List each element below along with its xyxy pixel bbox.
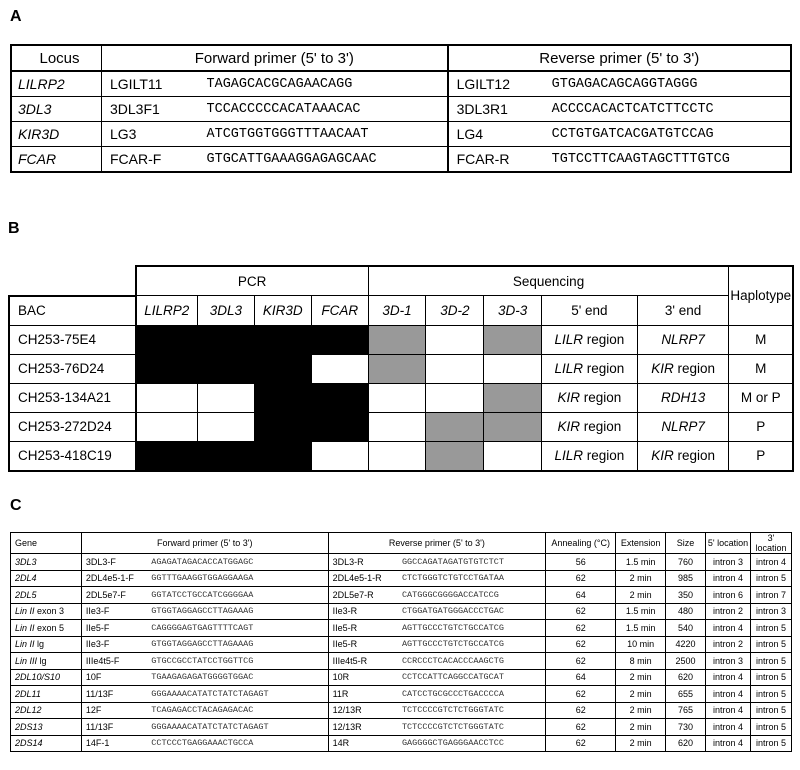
table-row: [11, 669, 792, 686]
annealing-temp: 62: [546, 636, 616, 653]
haplotype-cell: M: [729, 354, 793, 383]
pcr-result-fcar-black: [311, 412, 368, 441]
table-row: [11, 702, 792, 719]
product-size: 4220: [666, 636, 706, 653]
forward-primer-sequence: GTGGTAGGAGCCTTAGAAAG: [147, 603, 328, 620]
five-prime-end-gene: LILR: [554, 332, 583, 347]
reverse-primer-sequence: CCRCCCTCACACCCAAGCTG: [398, 653, 546, 670]
reverse-primer-name: IIIe4t5-R: [328, 653, 398, 670]
gene-name: 2DS13: [15, 721, 43, 732]
reverse-primer-sequence: CCTCCATTCAGGCCATGCAT: [398, 669, 546, 686]
three-prime-end: [637, 383, 729, 412]
reverse-primer-name: IIe5-R: [328, 636, 398, 653]
reverse-primer-sequence: CATGGGCGGGGACCATCCG: [398, 587, 546, 604]
reverse-primer-sequence: AGTTGCCCTGTCTGCCATCG: [398, 636, 546, 653]
reverse-primer-sequence: TCTCCCCGTCTCTGGGTATC: [398, 702, 546, 719]
table-row: [11, 122, 791, 147]
3-location-header: 3' location: [750, 533, 791, 554]
gene-name: Lin II: [15, 622, 35, 633]
reverse-primer-sequence: CTGGATGATGGGACCCTGAC: [398, 603, 546, 620]
lilrp2-header: LILRP2: [136, 296, 198, 326]
bac-header: BAC: [9, 296, 136, 326]
forward-primer-name: 11/13F: [81, 686, 147, 703]
table-row: [11, 587, 792, 604]
three-prime-end-gene: NLRP7: [661, 419, 705, 434]
sequencing-result-3d-3-white: [484, 354, 542, 383]
five-prime-location: intron 4: [706, 702, 751, 719]
pcr-result-3dl3-white: [198, 412, 255, 441]
bac-row: [9, 325, 793, 354]
forward-primer-sequence: GTGGTAGGAGCCTTAGAAAG: [147, 636, 328, 653]
reverse-primer-sequence: GAGGGGCTGAGGGAACCTCC: [398, 735, 546, 752]
locus-cell: FCAR: [11, 147, 102, 173]
extension-time: 1.5 min: [616, 603, 666, 620]
haplotype-cell: P: [729, 441, 793, 471]
forward-primer-header: Forward primer (5' to 3'): [102, 45, 448, 71]
gene-suffix: lg: [37, 655, 47, 666]
reverse-primer-sequence: AGTTGCCCTGTCTGCCATCG: [398, 620, 546, 637]
reverse-primer-name: 3DL3R1: [448, 97, 544, 122]
reverse-primer-name: 14R: [328, 735, 398, 752]
annealing-temp: 64: [546, 587, 616, 604]
sequencing-result-3d-1-white: [368, 441, 426, 471]
panel-a-label: A: [10, 8, 22, 25]
product-size: 655: [666, 686, 706, 703]
five-prime-end-suffix: region: [583, 361, 625, 376]
pcr-result-lilrp2-black: [136, 441, 198, 471]
five-prime-end: [542, 383, 638, 412]
bac-name: CH253-272D24: [9, 412, 136, 441]
extension-header: Extension: [616, 533, 666, 554]
haplotype-header: Haplotype: [729, 266, 793, 325]
forward-primer-name: 11/13F: [81, 719, 147, 736]
extension-time: 2 min: [616, 587, 666, 604]
gene-cell: [11, 620, 82, 637]
table-row: [11, 71, 791, 97]
gene-name: Lin II: [15, 606, 35, 617]
panel-b-label: B: [8, 220, 20, 237]
three-prime-end: [637, 412, 729, 441]
bac-name: CH253-75E4: [9, 325, 136, 354]
table-c-header: [11, 533, 792, 554]
bac-table: [8, 265, 794, 472]
annealing-temp: 62: [546, 719, 616, 736]
five-prime-location: intron 4: [706, 669, 751, 686]
product-size: 760: [666, 554, 706, 571]
five-prime-location: intron 2: [706, 636, 751, 653]
forward-primer-sequence: CAGGGGAGTGAGTTTTCAGT: [147, 620, 328, 637]
bac-name: CH253-76D24: [9, 354, 136, 383]
gene-name: 2DL10/S10: [15, 672, 61, 683]
reverse-primer-header: Reverse primer (5' to 3'): [448, 45, 791, 71]
primer-table-c: [10, 532, 792, 752]
pcr-result-3dl3-black: [198, 325, 255, 354]
reverse-primer-name: 11R: [328, 686, 398, 703]
bac-row: [9, 354, 793, 383]
extension-time: 2 min: [616, 686, 666, 703]
locus-cell: KIR3D: [11, 122, 102, 147]
pcr-result-kir3d-black: [254, 412, 311, 441]
five-prime-end-suffix: region: [580, 419, 622, 434]
five-prime-end: [542, 412, 638, 441]
three-prime-end-gene: NLRP7: [661, 332, 705, 347]
extension-time: 1.5 min: [616, 554, 666, 571]
sequencing-result-3d-3-grey: [484, 383, 542, 412]
five-prime-end: [542, 441, 638, 471]
primer-table-a: [10, 44, 792, 173]
three-prime-end: [637, 325, 729, 354]
three-prime-location: intron 5: [750, 620, 791, 637]
pcr-result-3dl3-black: [198, 354, 255, 383]
three-prime-location: intron 7: [750, 587, 791, 604]
gene-suffix: exon 5: [34, 622, 65, 633]
3d-3-header: 3D-3: [484, 296, 542, 326]
five-prime-location: intron 4: [706, 719, 751, 736]
extension-time: 2 min: [616, 702, 666, 719]
five-prime-location: intron 4: [706, 735, 751, 752]
annealing-temp: 62: [546, 702, 616, 719]
sequencing-result-3d-3-white: [484, 441, 542, 471]
forward-primer-sequence: TAGAGCACGCAGAACAGG: [199, 71, 448, 97]
pcr-result-fcar-white: [311, 441, 368, 471]
forward-primer-sequence: GTGCATTGAAAGGAGAGCAAC: [199, 147, 448, 173]
bac-name: CH253-134A21: [9, 383, 136, 412]
reverse-primer-name: 3DL3-R: [328, 554, 398, 571]
pcr-result-lilrp2-white: [136, 383, 198, 412]
table-row: [11, 554, 792, 571]
reverse-primer-name: 12/13R: [328, 719, 398, 736]
three-prime-location: intron 5: [750, 719, 791, 736]
reverse-primer-sequence: CATCCTGCGCCCTGACCCCA: [398, 686, 546, 703]
forward-primer-name: 14F-1: [81, 735, 147, 752]
annealing-temp: 62: [546, 686, 616, 703]
product-size: 620: [666, 669, 706, 686]
product-size: 350: [666, 587, 706, 604]
3dl3-header: 3DL3: [198, 296, 255, 326]
five-prime-end-suffix: region: [583, 448, 625, 463]
reverse-primer-name: IIe5-R: [328, 620, 398, 637]
product-size: 730: [666, 719, 706, 736]
table-row: [11, 719, 792, 736]
forward-primer-sequence: AGAGATAGACACCATGGAGC: [147, 554, 328, 571]
five-prime-location: intron 3: [706, 554, 751, 571]
forward-primer-sequence: GTGCCGCCTATCCTGGTTCG: [147, 653, 328, 670]
sequencing-result-3d-1-white: [368, 412, 426, 441]
gene-cell: [11, 669, 82, 686]
pcr-result-3dl3-white: [198, 383, 255, 412]
fcar-header: FCAR: [311, 296, 368, 326]
sequencing-result-3d-2-grey: [426, 441, 484, 471]
product-size: 480: [666, 603, 706, 620]
five-prime-end-gene: LILR: [554, 448, 583, 463]
size-header: Size: [666, 533, 706, 554]
locus-cell: LILRP2: [11, 71, 102, 97]
forward-primer-name: 10F: [81, 669, 147, 686]
forward-primer-name: LGILT11: [102, 71, 199, 97]
table-a-header: [11, 45, 791, 71]
three-prime-end: [637, 441, 729, 471]
pcr-result-lilrp2-black: [136, 354, 198, 383]
reverse-primer-name: 10R: [328, 669, 398, 686]
product-size: 540: [666, 620, 706, 637]
pcr-result-lilrp2-white: [136, 412, 198, 441]
gene-cell: [11, 702, 82, 719]
three-prime-location: intron 5: [750, 570, 791, 587]
annealing-temp: 64: [546, 669, 616, 686]
five-prime-end: [542, 325, 638, 354]
reverse-primer-header: Reverse primer (5' to 3'): [328, 533, 546, 554]
3d-1-header: 3D-1: [368, 296, 426, 326]
annealing-temp: 56: [546, 554, 616, 571]
three-prime-location: intron 3: [750, 603, 791, 620]
three-prime-end-gene: RDH13: [660, 390, 706, 405]
extension-time: 2 min: [616, 719, 666, 736]
forward-primer-sequence: CCTCCCTGAGGAAACTGCCA: [147, 735, 328, 752]
pcr-result-3dl3-black: [198, 441, 255, 471]
product-size: 620: [666, 735, 706, 752]
pcr-result-lilrp2-black: [136, 325, 198, 354]
table-row: [11, 686, 792, 703]
annealing-temp: 62: [546, 570, 616, 587]
pcr-result-fcar-black: [311, 383, 368, 412]
three-prime-location: intron 5: [750, 702, 791, 719]
forward-primer-sequence: ATCGTGGTGGGTTTAACAAT: [199, 122, 448, 147]
table-row: [11, 603, 792, 620]
five-prime-end-gene: LILR: [554, 361, 583, 376]
gene-name: 3DL3: [15, 556, 37, 567]
forward-primer-sequence: TCCACCCCCACATAAACAC: [199, 97, 448, 122]
annealing-temp: 62: [546, 735, 616, 752]
annealing-temp: 62: [546, 603, 616, 620]
bac-row: [9, 441, 793, 471]
forward-primer-sequence: GGGAAAACATATCTATCTAGAGT: [147, 719, 328, 736]
gene-cell: [11, 554, 82, 571]
annealing-header: Annealing (°C): [546, 533, 616, 554]
three-prime-end-gene: KIR: [651, 448, 674, 463]
forward-primer-sequence: GGTTTGAAGGTGGAGGAAGA: [147, 570, 328, 587]
extension-time: 2 min: [616, 735, 666, 752]
reverse-primer-name: 2DL5e7-R: [328, 587, 398, 604]
product-size: 765: [666, 702, 706, 719]
five-prime-location: intron 3: [706, 653, 751, 670]
reverse-primer-name: FCAR-R: [448, 147, 544, 173]
five-prime-end-suffix: region: [580, 390, 622, 405]
forward-primer-sequence: TGAAGAGAGATGGGGTGGAC: [147, 669, 328, 686]
pcr-result-fcar-white: [311, 354, 368, 383]
5-location-header: 5' location: [706, 533, 751, 554]
reverse-primer-sequence: GGCCAGATAGATGTGTCTCT: [398, 554, 546, 571]
gene-header: Gene: [11, 533, 82, 554]
gene-cell: [11, 587, 82, 604]
gene-name: 2DS14: [15, 738, 43, 749]
three-prime-end-suffix: region: [673, 361, 715, 376]
reverse-primer-sequence: CCTGTGATCACGATGTCCAG: [544, 122, 791, 147]
gene-name: 2DL11: [15, 688, 41, 699]
forward-primer-name: 2DL4e5-1-F: [81, 570, 147, 587]
pcr-result-kir3d-black: [254, 441, 311, 471]
gene-cell: [11, 735, 82, 752]
reverse-primer-name: LGILT12: [448, 71, 544, 97]
table-row: [11, 653, 792, 670]
3d-2-header: 3D-2: [426, 296, 484, 326]
sequencing-result-3d-2-white: [426, 325, 484, 354]
haplotype-cell: M: [729, 325, 793, 354]
gene-cell: [11, 719, 82, 736]
group-header-row: [9, 266, 793, 296]
table-row: [11, 147, 791, 173]
three-prime-location: intron 5: [750, 735, 791, 752]
gene-name: 2DL4: [15, 573, 37, 584]
forward-primer-name: 3DL3-F: [81, 554, 147, 571]
pcr-result-kir3d-black: [254, 383, 311, 412]
gene-suffix: lg: [34, 639, 45, 650]
sequencing-result-3d-1-grey: [368, 354, 426, 383]
annealing-temp: 62: [546, 653, 616, 670]
reverse-primer-name: 2DL4e5-1-R: [328, 570, 398, 587]
column-header-row: [9, 296, 793, 326]
product-size: 985: [666, 570, 706, 587]
five-prime-location: intron 6: [706, 587, 751, 604]
5-end-header: 5' end: [542, 296, 638, 326]
five-prime-location: intron 4: [706, 686, 751, 703]
forward-primer-sequence: GGTATCCTGCCATCGGGGAA: [147, 587, 328, 604]
table-row: [11, 97, 791, 122]
table-row: [11, 620, 792, 637]
forward-primer-name: IIe5-F: [81, 620, 147, 637]
haplotype-cell: M or P: [729, 383, 793, 412]
gene-suffix: exon 3: [34, 606, 65, 617]
three-prime-location: intron 5: [750, 686, 791, 703]
locus-header: Locus: [11, 45, 102, 71]
three-prime-location: intron 5: [750, 669, 791, 686]
forward-primer-sequence: TCAGAGACCTACAGAGACAC: [147, 702, 328, 719]
gene-cell: [11, 686, 82, 703]
sequencing-result-3d-1-grey: [368, 325, 426, 354]
five-prime-end-suffix: region: [583, 332, 625, 347]
forward-primer-name: 2DL5e7-F: [81, 587, 147, 604]
extension-time: 10 min: [616, 636, 666, 653]
gene-cell: [11, 653, 82, 670]
gene-name: 2DL5: [15, 589, 37, 600]
panel-c-label: C: [10, 497, 22, 514]
forward-primer-name: FCAR-F: [102, 147, 199, 173]
five-prime-location: intron 4: [706, 620, 751, 637]
five-prime-end: [542, 354, 638, 383]
forward-primer-name: IIe3-F: [81, 603, 147, 620]
product-size: 2500: [666, 653, 706, 670]
three-prime-location: intron 4: [750, 554, 791, 571]
gene-name: 2DL12: [15, 705, 42, 716]
bac-name: CH253-418C19: [9, 441, 136, 471]
sequencing-result-3d-3-grey: [484, 325, 542, 354]
extension-time: 2 min: [616, 570, 666, 587]
reverse-primer-sequence: TGTCCTTCAAGTAGCTTTGTCG: [544, 147, 791, 173]
reverse-primer-name: IIe3-R: [328, 603, 398, 620]
reverse-primer-name: LG4: [448, 122, 544, 147]
sequencing-result-3d-2-white: [426, 354, 484, 383]
five-prime-location: intron 4: [706, 570, 751, 587]
table-row: [11, 735, 792, 752]
kir3d-header: KIR3D: [254, 296, 311, 326]
sequencing-result-3d-3-grey: [484, 412, 542, 441]
sequencing-result-3d-2-grey: [426, 412, 484, 441]
gene-name: Lin II: [15, 639, 35, 650]
pcr-result-fcar-black: [311, 325, 368, 354]
five-prime-location: intron 2: [706, 603, 751, 620]
extension-time: 2 min: [616, 669, 666, 686]
three-prime-end-gene: KIR: [651, 361, 674, 376]
forward-primer-name: LG3: [102, 122, 199, 147]
forward-primer-sequence: GGGAAAACATATCTATCTAGAGT: [147, 686, 328, 703]
reverse-primer-sequence: CTCTGGGTCTGTCCTGATAA: [398, 570, 546, 587]
three-prime-location: intron 5: [750, 636, 791, 653]
forward-primer-name: IIIe4t5-F: [81, 653, 147, 670]
five-prime-end-gene: KIR: [557, 419, 580, 434]
forward-primer-name: 3DL3F1: [102, 97, 199, 122]
table-row: [11, 636, 792, 653]
gene-cell: [11, 570, 82, 587]
forward-primer-header: Forward primer (5' to 3'): [81, 533, 328, 554]
gene-cell: [11, 603, 82, 620]
reverse-primer-sequence: GTGAGACAGCAGGTAGGG: [544, 71, 791, 97]
sequencing-result-3d-1-white: [368, 383, 426, 412]
gene-name: Lin III: [15, 655, 38, 666]
table-row: [11, 570, 792, 587]
three-prime-end-suffix: region: [673, 448, 715, 463]
pcr-result-kir3d-black: [254, 354, 311, 383]
sequencing-group-header: Sequencing: [368, 266, 729, 296]
bac-row: [9, 383, 793, 412]
bac-row: [9, 412, 793, 441]
extension-time: 8 min: [616, 653, 666, 670]
three-prime-location: intron 5: [750, 653, 791, 670]
gene-cell: [11, 636, 82, 653]
five-prime-end-gene: KIR: [557, 390, 580, 405]
annealing-temp: 62: [546, 620, 616, 637]
locus-cell: 3DL3: [11, 97, 102, 122]
pcr-group-header: PCR: [136, 266, 369, 296]
reverse-primer-sequence: ACCCCACACTCATCTTCCTC: [544, 97, 791, 122]
haplotype-cell: P: [729, 412, 793, 441]
reverse-primer-sequence: TCTCCCCGTCTCTGGGTATC: [398, 719, 546, 736]
forward-primer-name: IIe3-F: [81, 636, 147, 653]
3-end-header: 3' end: [637, 296, 729, 326]
forward-primer-name: 12F: [81, 702, 147, 719]
sequencing-result-3d-2-white: [426, 383, 484, 412]
pcr-result-kir3d-black: [254, 325, 311, 354]
extension-time: 1.5 min: [616, 620, 666, 637]
three-prime-end: [637, 354, 729, 383]
reverse-primer-name: 12/13R: [328, 702, 398, 719]
